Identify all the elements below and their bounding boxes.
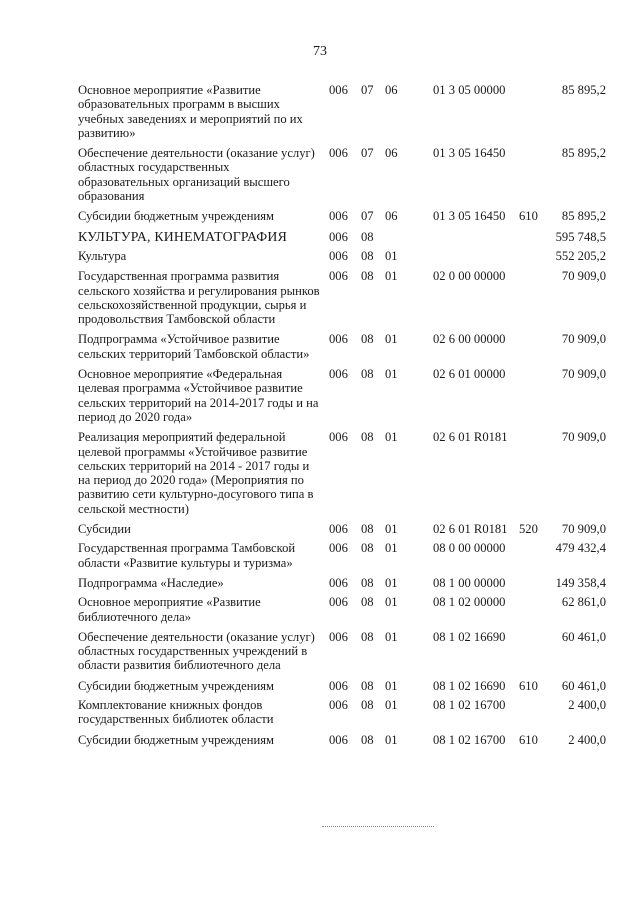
row-name: Основное мероприятие «Развитие образовательных программ в высших учебных заведениях и мероприятий по их развитию» <box>78 83 303 140</box>
row-sum: 70 909,0 <box>561 522 606 537</box>
row-sum: 70 909,0 <box>561 430 606 445</box>
row-name: Субсидии бюджетным учреждениям <box>78 209 274 224</box>
row-pr: 06 <box>385 146 398 161</box>
row-gr: 006 <box>329 209 348 224</box>
table-row <box>78 522 606 536</box>
table-row <box>78 595 606 624</box>
row-sum: 85 895,2 <box>561 146 606 161</box>
row-name: Культура <box>78 248 127 263</box>
row-name: Обеспечение деятельности (оказание услуг) областных государственных образовательных организаций высшего образования <box>78 146 315 204</box>
row-sum: 70 909,0 <box>561 269 606 284</box>
row-csr: 08 1 02 16700 <box>433 732 506 747</box>
row-pr: 01 <box>385 430 398 445</box>
row-sum: 85 895,2 <box>561 209 606 224</box>
row-gr: 006 <box>329 678 348 693</box>
row-pr: 01 <box>385 575 398 590</box>
row-gr: 006 <box>329 269 348 284</box>
row-rz: 08 <box>361 732 374 747</box>
row-name: Субсидии бюджетным учреждениям <box>78 678 274 693</box>
row-csr: 02 6 01 R0181 <box>433 522 508 537</box>
row-sum: 479 432,4 <box>555 541 606 556</box>
row-gr: 006 <box>329 629 348 644</box>
row-gr: 006 <box>329 541 348 556</box>
table-row <box>78 146 606 203</box>
table-row <box>78 249 606 263</box>
table-row <box>78 630 606 673</box>
row-pr: 01 <box>385 367 398 382</box>
row-csr: 02 6 00 00000 <box>433 332 506 347</box>
row-gr: 006 <box>329 575 348 590</box>
row-rz: 08 <box>361 248 374 263</box>
row-csr: 02 6 01 R0181 <box>433 430 508 445</box>
row-rz: 08 <box>361 541 374 556</box>
row-gr: 006 <box>329 522 348 537</box>
row-csr: 08 0 00 00000 <box>433 541 506 556</box>
row-rz: 08 <box>361 229 374 244</box>
row-rz: 07 <box>361 83 374 97</box>
row-name: Обеспечение деятельности (оказание услуг) областных государственных учреждений в области развития библиотечного дела <box>78 629 315 673</box>
row-pr: 01 <box>385 332 398 347</box>
row-gr: 006 <box>329 229 348 244</box>
row-csr: 08 1 00 00000 <box>433 575 506 590</box>
row-rz: 08 <box>361 522 374 537</box>
row-sum: 2 400,0 <box>568 732 606 747</box>
row-pr: 01 <box>385 732 398 747</box>
table-row <box>78 269 606 326</box>
row-vr: 610 <box>519 678 538 693</box>
row-csr: 02 0 00 00000 <box>433 269 506 284</box>
row-pr: 01 <box>385 269 398 284</box>
row-csr: 08 1 02 16690 <box>433 678 506 693</box>
row-sum: 85 895,2 <box>561 83 606 97</box>
table-row <box>78 209 606 223</box>
row-pr: 01 <box>385 678 398 693</box>
row-csr: 01 3 05 16450 <box>433 209 506 224</box>
row-sum: 60 461,0 <box>561 678 606 693</box>
row-pr: 01 <box>385 248 398 263</box>
row-gr: 006 <box>329 146 348 161</box>
row-sum: 70 909,0 <box>561 367 606 382</box>
row-rz: 08 <box>361 629 374 644</box>
row-pr: 01 <box>385 595 398 610</box>
row-pr: 06 <box>385 83 398 97</box>
row-name: Подпрограмма «Наследие» <box>78 575 224 590</box>
row-name: Государственная программа Тамбовской области «Развитие культуры и туризма» <box>78 541 296 570</box>
row-gr: 006 <box>329 430 348 445</box>
row-name: Субсидии <box>78 522 131 537</box>
row-pr: 01 <box>385 697 398 712</box>
row-vr: 520 <box>519 522 538 537</box>
row-gr: 006 <box>329 367 348 382</box>
row-rz: 08 <box>361 595 374 610</box>
row-sum: 552 205,2 <box>555 248 606 263</box>
scan-artifact-line <box>322 826 434 828</box>
table-row <box>78 367 606 424</box>
row-sum: 70 909,0 <box>561 332 606 347</box>
budget-table <box>78 83 606 747</box>
row-gr: 006 <box>329 595 348 610</box>
row-csr: 01 3 05 00000 <box>433 83 506 97</box>
row-gr: 006 <box>329 732 348 747</box>
row-gr: 006 <box>329 697 348 712</box>
table-row <box>78 679 606 693</box>
table-row <box>78 698 606 727</box>
table-row <box>78 541 606 570</box>
table-row <box>78 733 606 747</box>
row-rz: 07 <box>361 146 374 161</box>
row-sum: 2 400,0 <box>568 697 606 712</box>
row-pr: 01 <box>385 629 398 644</box>
table-row <box>78 332 606 361</box>
table-row <box>78 83 606 140</box>
row-pr: 01 <box>385 522 398 537</box>
page-number: 73 <box>313 44 327 59</box>
row-csr: 08 1 02 16690 <box>433 629 506 644</box>
row-name: Подпрограмма «Устойчивое развитие сельских территорий Тамбовской области» <box>78 332 310 361</box>
row-name: Основное мероприятие «Развитие библиотечного дела» <box>78 595 261 624</box>
row-rz: 08 <box>361 367 374 382</box>
row-rz: 08 <box>361 575 374 590</box>
row-pr: 06 <box>385 209 398 224</box>
row-rz: 08 <box>361 430 374 445</box>
row-csr: 08 1 02 00000 <box>433 595 506 610</box>
row-rz: 08 <box>361 697 374 712</box>
row-vr: 610 <box>519 732 538 747</box>
row-csr: 02 6 01 00000 <box>433 367 506 382</box>
row-csr: 08 1 02 16700 <box>433 697 506 712</box>
row-sum: 62 861,0 <box>561 595 606 610</box>
row-name: Государственная программа развития сельского хозяйства и регулирования рынков сельскохозяйственной продукции, сырья и продовольствия Тамбовской области <box>78 269 320 327</box>
row-name: Комплектование книжных фондов государственных библиотек области <box>78 697 274 727</box>
row-sum: 595 748,5 <box>555 229 606 244</box>
row-vr: 610 <box>519 209 538 224</box>
row-name: Субсидии бюджетным учреждениям <box>78 732 274 747</box>
row-name: Основное мероприятие «Федеральная целевая программа «Устойчивое развитие сельских территорий на 2014-2017 годы и на период до 2020 года» <box>78 367 319 424</box>
table-row <box>78 576 606 590</box>
row-gr: 006 <box>329 248 348 263</box>
row-sum: 149 358,4 <box>555 575 606 590</box>
row-name: КУЛЬТУРА, КИНЕМАТОГРАФИЯ <box>78 228 287 244</box>
row-rz: 07 <box>361 209 374 224</box>
row-pr: 01 <box>385 541 398 556</box>
row-rz: 08 <box>361 678 374 693</box>
table-row <box>78 230 606 244</box>
row-rz: 08 <box>361 332 374 347</box>
row-name: Реализация мероприятий федеральной целевой программы «Устойчивое развитие сельских территорий на 2014 - 2017 годы и на период до 2020 года» (Мероприятия по развитию сети культурно-досугового типа в сельской местности) <box>78 430 314 516</box>
row-gr: 006 <box>329 83 348 97</box>
row-sum: 60 461,0 <box>561 629 606 644</box>
row-rz: 08 <box>361 269 374 284</box>
row-csr: 01 3 05 16450 <box>433 146 506 161</box>
row-gr: 006 <box>329 332 348 347</box>
table-row <box>78 430 606 516</box>
